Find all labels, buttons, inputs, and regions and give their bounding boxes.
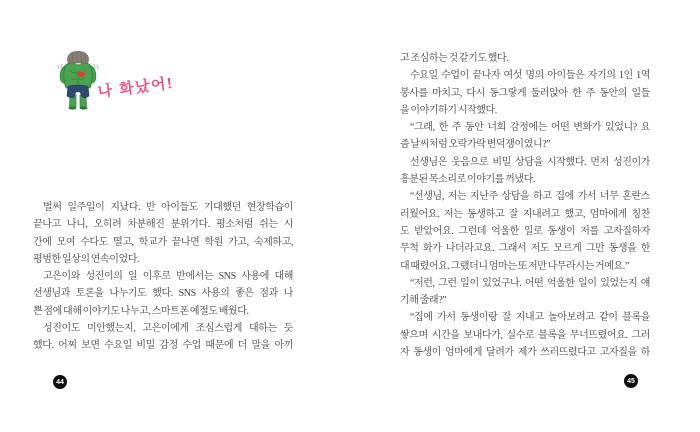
text-line: “선생님, 저는 지난주 상담을 하고 집에 가서 너무 혼란스 (410, 191, 650, 203)
text-line: 흥분된 목소리로 이야기를 꺼냈다. (400, 174, 536, 186)
text-line: 간에 모여 수다도 떨고, 학교가 끝나면 학원 가고, 숙제하고, (33, 236, 293, 248)
text-line: 도 받았어요. 그런데 억울한 일로 동생이 저를 고자질하자 (400, 225, 650, 237)
text-line: 선생님은 웃음으로 비밀 상담을 시작했다. 먼저 성진이가 (410, 156, 650, 168)
text-line: 성진이도 미안했는지, 고은이에게 조심스럽게 대하는 듯 (43, 323, 293, 335)
text-line: 기해 줄래?” (400, 295, 447, 307)
text-line: 무척 화가 나더라고요. 그래서 저도 모르게 그만 동생을 한 (400, 243, 650, 255)
hulk-shorts (67, 85, 89, 98)
hulk-character-illustration (56, 50, 100, 112)
page-number-left: 44 (53, 375, 67, 389)
text-line: 대 때렸어요. 그랬더니 엄마는 또 저만 나무라시는 거예요.” (400, 260, 629, 272)
text-line: 끝나고 나니, 오히려 차분해진 분위기다. 평소처럼 쉬는 시 (33, 219, 293, 231)
text-line: 봉사를 마치고, 다시 동그랗게 둘러앉아 한 주 동안의 일들 (400, 87, 650, 99)
left-page-text (33, 199, 293, 355)
sticker-caption: 나 화났어! (96, 74, 175, 102)
text-line: 수요일 수업이 끝나자 여섯 명의 아이들은 자기의 1인 1역 (410, 70, 650, 82)
hulk-feet (69, 106, 88, 109)
text-line: 자 동생이 엄마에게 달려가 제가 쓰러뜨렸다고 고자질을 하 (400, 347, 650, 359)
text-line: 러웠어요. 저는 동생하고 잘 지내려고 했고, 엄마에게 칭찬 (400, 208, 650, 220)
text-line: 쌓으며 시간을 보내다가, 실수로 블록을 무너뜨렸어요. 그러 (400, 329, 650, 341)
text-line: 즘 날씨처럼 오락가락 변덕쟁이였니?” (400, 139, 551, 151)
right-page-text (400, 50, 650, 361)
text-line: 벌써 일주일이 지났다. 반 아이들도 기대했던 현장학습이 (43, 202, 293, 213)
page-number-right: 45 (624, 374, 638, 388)
text-line: 고 조심하는 것 같기도 했다. (400, 53, 509, 64)
text-line: 선생님과 토론을 나누기도 했다. SNS 사용의 좋은 점과 나 (33, 288, 293, 300)
text-line: “그래, 한 주 동안 너희 감정에는 어떤 변화가 있었니? 요 (410, 122, 650, 134)
text-line: “저런, 그런 일이 있었구나. 어떤 억울한 일이 있었는지 얘 (410, 277, 650, 289)
text-line: 평범한 일상의 연속이었다. (33, 253, 140, 265)
text-line: “집에 가서 동생이랑 잘 지내고 놀아보려고 같이 블록을 (410, 312, 650, 324)
text-line: 을 이야기하기 시작했다. (400, 104, 497, 116)
text-line: 고은이와 성진이의 일 이후로 반에서는 SNS 사용에 대해 (43, 271, 293, 283)
text-line: 했다. 어찌 보면 수요일 비밀 감정 수업 때문에 더 말을 아끼 (33, 340, 293, 352)
text-line: 쁜 점에 대해 이야기도 나누고, 스마트폰 예절도 배웠다. (33, 305, 249, 317)
